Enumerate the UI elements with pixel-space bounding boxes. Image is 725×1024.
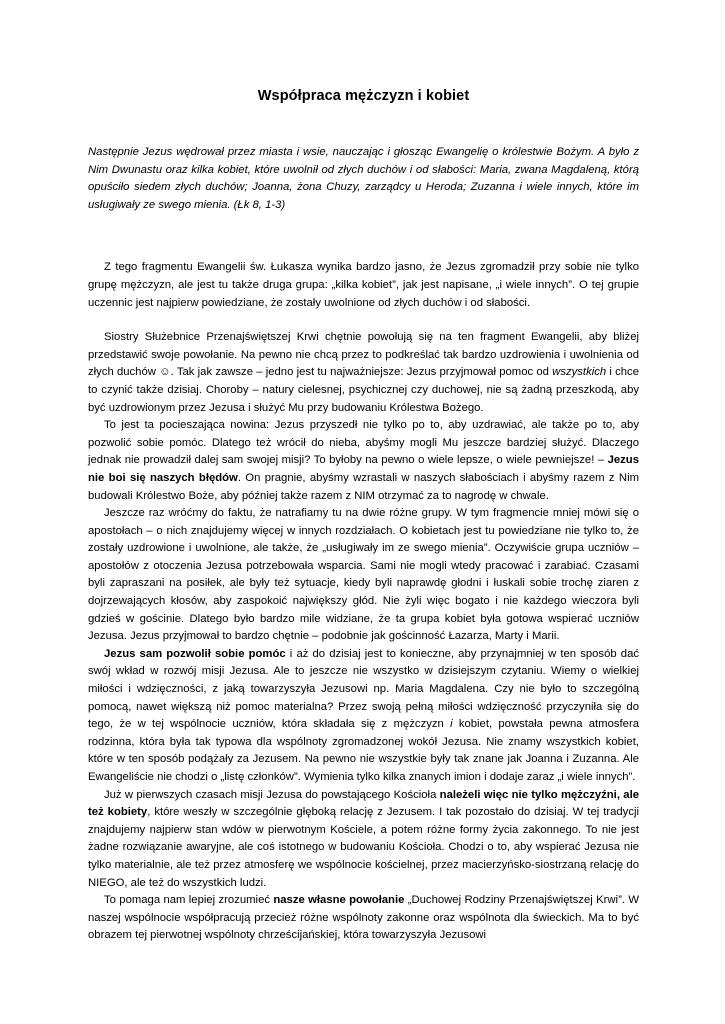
paragraph-2-italic: wszystkich	[552, 366, 607, 379]
paragraph-6-text-c: , które weszły w szczególnie głęboką relację z Jezusem. I tak pozostało do dzisiaj. W tej tradycji znajdujemy najpierw stan wdów w pierwotnym Kościele, a potem różne formy życia zakonnego. To nie jest żadne rozwiązanie awaryjne, ale coś istotnego w budowaniu Kościoła. Chodzi o to, aby wspierać Jezusa nie tylko materialnie, ale też przez atmosferę we wspólnocie kościelnej, przez macierzyńsko-siostrzaną relację do NIEGO, ale też do wszystkich ludzi.	[88, 806, 639, 889]
paragraph-5-bold: Jezus sam pozwolił sobie pomóc	[104, 647, 286, 660]
paragraph-3	[88, 417, 639, 505]
paragraph-5-text-b: i aż do dzisiaj jest to konieczne, aby przynajmniej w ten sposób dać swój wkład w rozwój misji Jezusa. Ale to jeszcze nie wszystko w dzisiejszym czytaniu. Wiemy o wielkiej miłości i wdzięczności, z jaką towarzyszyła Jezusowi np. Maria Magdalena. Czy nie było to szczególną pomocą, nawet większą niż pomoc materialna? Przez swoją pełną miłości wdzięczność przyczyniła się do tego, że w tej wspólnocie uczniów, która składała się z mężczyzn	[88, 647, 639, 731]
paragraph-5-italic: i	[450, 718, 453, 731]
paragraph-7-text-a: To pomaga nam lepiej zrozumieć	[104, 894, 274, 907]
paragraph-5-text-d: kobiet, powstała pewna atmosfera rodzinna, która była tak typowa dla wspólnoty zgromadzonej wokół Jezusa. Nie znamy wszystkich kobiet, które w ten sposób podążały za Jezusem. Na pewno nie wszystkie były tak znane jak Joanna i Zuzanna. Ale Ewangeliście nie chodzi o „listę członków”. Wymienia tylko kilka znanych imion i dodaje zaraz „i wiele innych”.	[88, 718, 639, 783]
paragraph-2-text-a: Siostry Służebnice Przenajświętszej Krwi chętnie powołują się na ten fragment Ewangelii, aby bliżej przedstawić swoje powołanie. Na pewno nie chcą przez to podkreślać tak bardzo uzdrowienia i uwolnienia od złych duchów ☺. Tak jak zawsze – jedno jest tu najważniejsze: Jezus przyjmował pomoc od	[88, 331, 639, 379]
scripture-quote: Następnie Jezus wędrował przez miasta i wsie, nauczając i głosząc Ewangelię o królestwie Bożym. A było z Nim Dwunastu oraz kilka kobiet, które uwolnił od złych duchów i od słabości: Maria, zwana Magdaleną, którą opuściło siedem złych duchów; Joanna, żona Chuzy, zarządcy u Heroda; Zuzanna i wiele innych, które im usługiwały ze swego mienia. (Łk 8, 1-3)	[88, 146, 639, 211]
document-title: Współpraca mężczyzn i kobiet	[257, 88, 470, 104]
paragraph-3-bold: Jezus nie boi się naszych błędów	[88, 454, 639, 484]
paragraph-4: Jeszcze raz wróćmy do faktu, że natrafiamy tu na dwie różne grupy. W tym fragmencie mniej mówi się o apostołach – o nich znajdujemy więcej w innych rozdziałach. O kobietach jest tu powiedziane nie tylko to, że zostały uzdrowione i uwolnione, ale także, że „usługiwały im ze swego mienia”. Oczywiście grupa uczniów – apostołów z otoczenia Jezusa potrzebowała wsparcia. Sami nie mogli wtedy pracować i zarabiać. Czasami byli zapraszani na posiłek, ale były też sytuacje, kiedy byli naprawdę głodni i łuskali sobie trochę ziaren z dojrzewających kłosów, aby zaspokoić największy głód. Nie żyli więc bogato i nie każdego wieczora byli gdzieś w gościnie. Dlatego było bardzo mile widziane, że ta grupa kobiet była gotowa wspierać uczniów Jezusa. Jezus przyjmował to bardzo chętnie – podobnie jak gościnność Łazarza, Marty i Marii.	[88, 507, 639, 643]
paragraph-6	[88, 787, 639, 893]
paragraph-2-text-c: i chce to czynić także dzisiaj. Choroby – natury cielesnej, psychicznej czy duchowej, nie są żadną przeszkodą, aby być uzdrowionym przez Jezusa i służyć Mu przy budowaniu Królestwa Bożego.	[88, 366, 639, 414]
paragraph-7-bold: nasze własne powołanie	[273, 894, 405, 907]
paragraph-3-text-c: . On pragnie, abyśmy wzrastali w naszych słabościach i abyśmy razem z Nim budowali Królestwo Boże, aby później także razem z NIM otrzymać za to nagrodę w chwale.	[88, 471, 639, 502]
paragraph-2	[88, 329, 639, 417]
paragraph-5	[88, 646, 639, 787]
paragraph-3-text-a: To jest ta pocieszająca nowina: Jezus przyszedł nie tylko po to, aby uzdrawiać, ale także po to, aby pozwolić sobie pomóc. Dlatego też wrócił do nieba, abyśmy mogli Mu jeszcze bardziej służyć. Dlaczego jednak nie prowadził dalej sam swojej misji? To byłoby na pewno o wiele lepsze, o wiele pewniejsze! –	[88, 419, 639, 467]
paragraph-7	[88, 892, 639, 945]
paragraph-6-bold: należeli więc nie tylko mężczyźni, ale też kobiety	[88, 788, 639, 819]
paragraph-6-text-a: Już w pierwszych czasach misji Jezusa do powstającego Kościoła	[104, 788, 440, 801]
paragraph-1: Z tego fragmentu Ewangelii św. Łukasza wynika bardzo jasno, że Jezus zgromadził przy sobie nie tylko grupę mężczyzn, ale jest tu także druga grupa: „kilka kobiet”, jak jest napisane, „i wiele innych”. O tej grupie uczennic jest najpierw powiedziane, że zostały uwolnione od złych duchów i od słabości.	[88, 261, 639, 309]
paragraph-7-text-c: „Duchowej Rodziny Przenajświętszej Krwi”. W naszej wspólnocie współpracują przecież różne wspólnoty zakonne oraz wspólnota dla świeckich. Ma to być obrazem tej pierwotnej wspólnoty chrześcijańskiej, która towarzyszyła Jezusowi	[88, 894, 639, 942]
